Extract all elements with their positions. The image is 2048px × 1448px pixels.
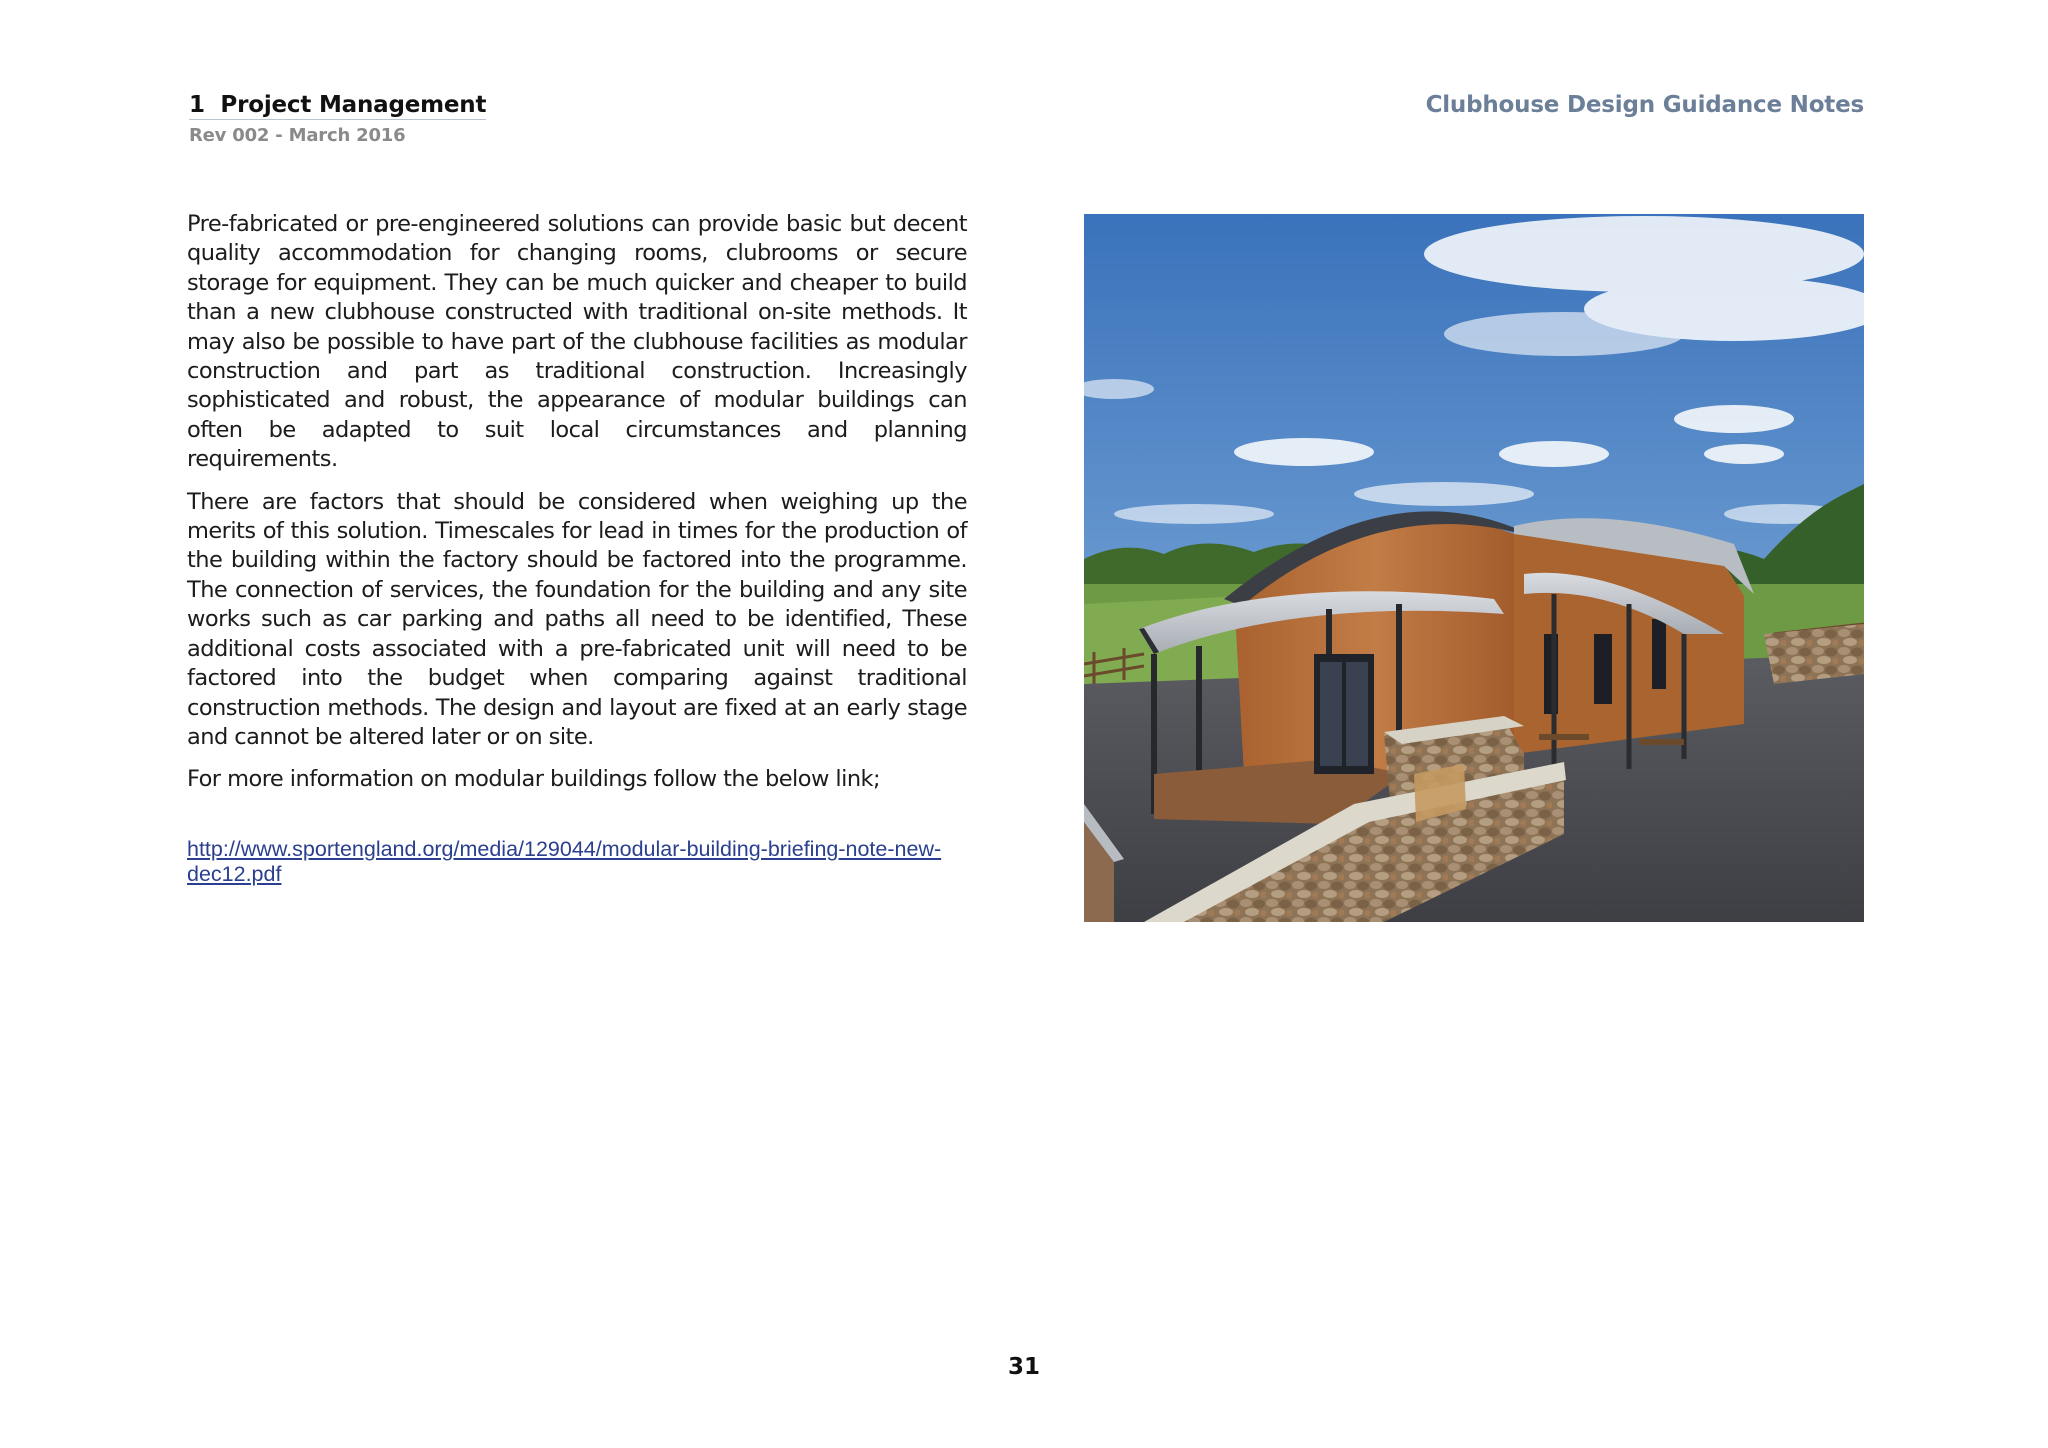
paragraph-more-info: For more information on modular buildings follow the below link;: [187, 766, 881, 793]
paragraph-factors: There are factors that should be considered when weighing up the merits of this solution. Timescales for lead in times for the production of the building within the factory should be factored into the programme. The connection of services, the foundation for the building and any site works such as car parking and paths all need to be identified, These additional costs associated with a pre-fabricated unit will need to be factored into the budget when comparing against traditional construction methods. The design and layout are fixed at an early stage and cannot be altered later or on site.: [187, 488, 967, 750]
revision-label: Rev 002 - March 2016: [189, 125, 406, 146]
page-number: 31: [1007, 1354, 1040, 1380]
body-text: [187, 210, 967, 887]
document-title: Clubhouse Design Guidance Notes: [1425, 92, 1864, 118]
modular-briefing-link[interactable]: http://www.sportengland.org/media/129044/modular-building-briefing-note-new-dec12.pdf: [187, 836, 942, 886]
paragraph-prefabricated: Pre-fabricated or pre-engineered solutions can provide basic but decent quality accommodation for changing rooms, clubrooms or secure storage for equipment. They can be much quicker and cheaper to build than a new clubhouse constructed with traditional on-site methods. It may also be possible to have part of the clubhouse facilities as modular construction and part as traditional construction. Increasingly sophisticated and robust, the appearance of modular buildings can often be adapted to suit local circumstances and planning requirements.: [187, 211, 967, 473]
section-title: 1 Project Management: [189, 92, 487, 118]
page-header-left: [189, 92, 486, 146]
modular-clubhouse-photo: [1084, 214, 1864, 922]
